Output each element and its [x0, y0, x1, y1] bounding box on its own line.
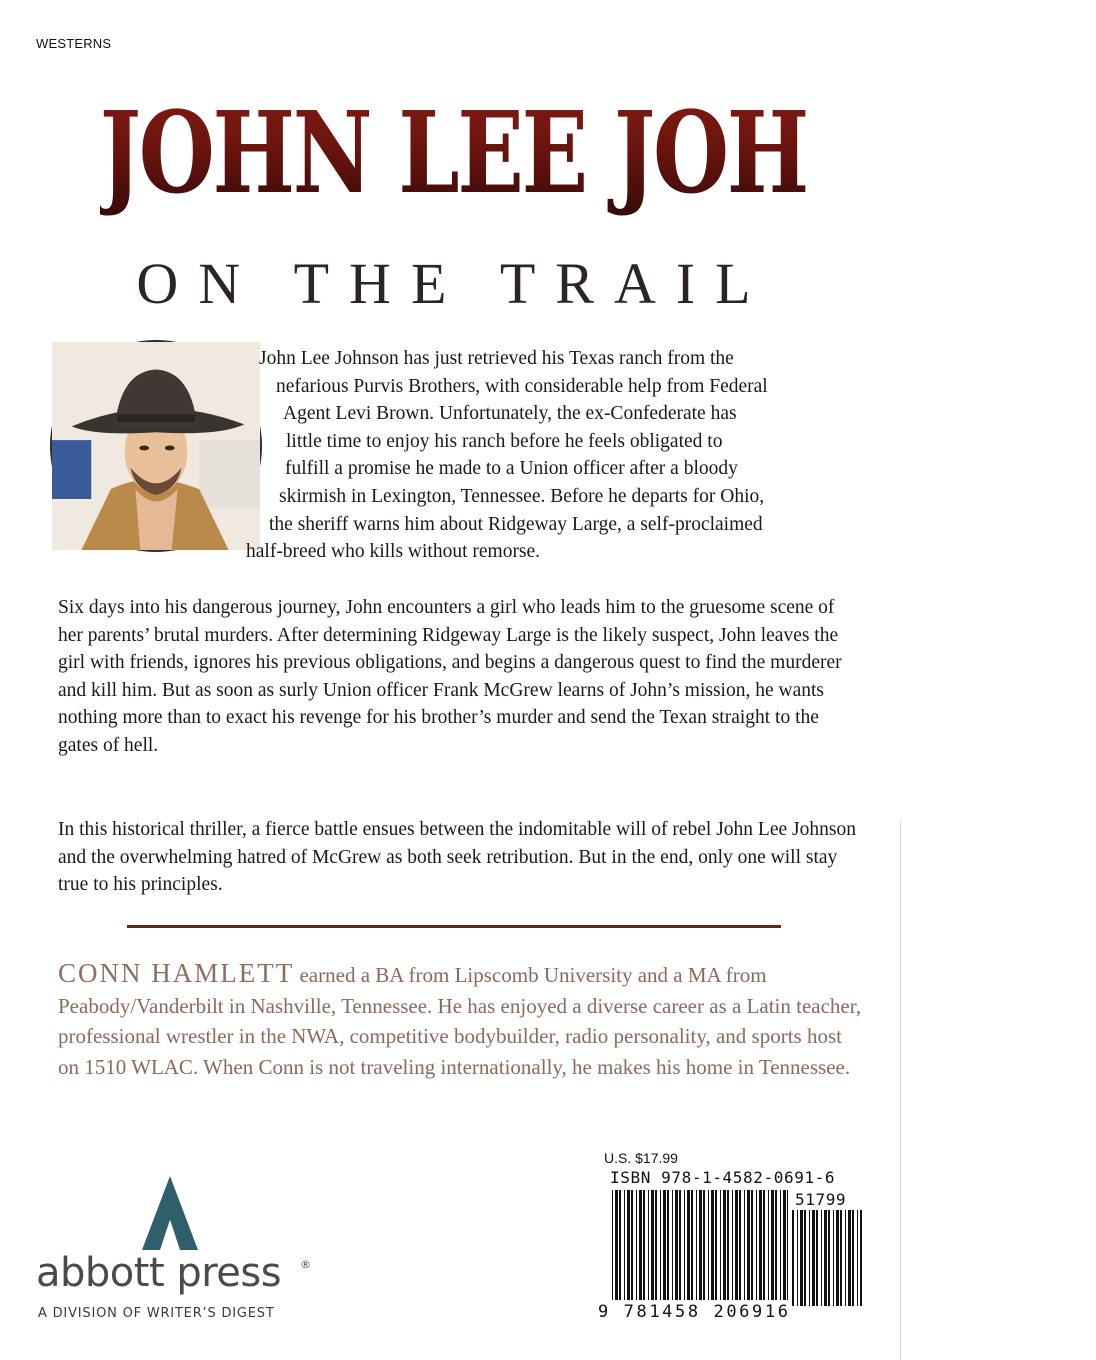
price-label: U.S. $17.99: [604, 1150, 678, 1166]
author-name: CONN HAMLETT: [58, 958, 295, 988]
price-code: 51799: [795, 1190, 847, 1209]
blurb-line: Agent Levi Brown. Unfortunately, the ex-Confederate has: [283, 403, 737, 425]
abbott-press-logo-icon: [142, 1176, 198, 1250]
blurb-line: fulfill a promise he made to a Union officer after a bloody: [285, 458, 738, 480]
barcode-digits: 9 781458 206916: [598, 1302, 791, 1322]
blurb-line: little time to enjoy his ranch before he feels obligated to: [286, 430, 723, 452]
author-bio-text: earned a BA from Lipscomb University and a MA from Peabody/Vanderbilt in Nashville, Tennessee. He has enjoyed a diverse career as a Latin teacher, professional wrestler in the NWA, competitive bodybuilder, radio personality, and sports host on 1510 WLAC. When Conn is not traveling internationally, he makes his home in Tennessee.: [58, 963, 862, 1079]
blurb-line: the sheriff warns him about Ridgeway Large, a self-proclaimed: [269, 513, 763, 535]
page-edge: [900, 820, 901, 1360]
blurb-line: nefarious Purvis Brothers, with considerable help from Federal: [276, 375, 768, 397]
section-divider: [127, 925, 781, 928]
price-barcode: [792, 1210, 862, 1306]
blurb-paragraph-2: Six days into his dangerous journey, John encounters a girl who leads him to the gruesome scene of her parents’ brutal murders. After determining Ridgeway Large is the likely suspect, John leaves the girl with friends, ignores his previous obligations, and begins a dangerous quest to find the murderer and kill him. But as soon as surly Union officer Frank McGrew learns of John’s mission, he wants nothing more than to exact his revenge for his brother’s murder and send the Texan straight to the gates of hell.: [58, 597, 842, 756]
blurb-paragraph-3: In this historical thriller, a fierce battle ensues between the indomitable will of rebel John Lee Johnson and the overwhelming hatred of McGrew as both seek retribution. But in the end, only one will stay true to his principles.: [58, 819, 856, 896]
book-title: JOHN LEE JOHNSON: [100, 74, 807, 234]
registered-mark: ®: [300, 1258, 311, 1271]
cowboy-portrait: [50, 340, 262, 552]
blurb-line: John Lee Johnson has just retrieved his Texas ranch from the: [259, 348, 734, 369]
isbn-label: ISBN 978-1-4582-0691-6: [610, 1168, 836, 1187]
genre-label: WESTERNS: [36, 36, 112, 51]
publisher-name: abbott press: [36, 1250, 282, 1296]
book-subtitle: ON THE TRAIL: [136, 251, 771, 316]
blurb-line: skirmish in Lexington, Tennessee. Before he departs for Ohio,: [279, 486, 765, 507]
author-bio: [58, 958, 868, 1082]
publisher-division: A DIVISION OF WRITER’S DIGEST: [38, 1306, 275, 1321]
blurb-line: half-breed who kills without remorse.: [246, 541, 541, 563]
isbn-barcode: [612, 1190, 788, 1300]
